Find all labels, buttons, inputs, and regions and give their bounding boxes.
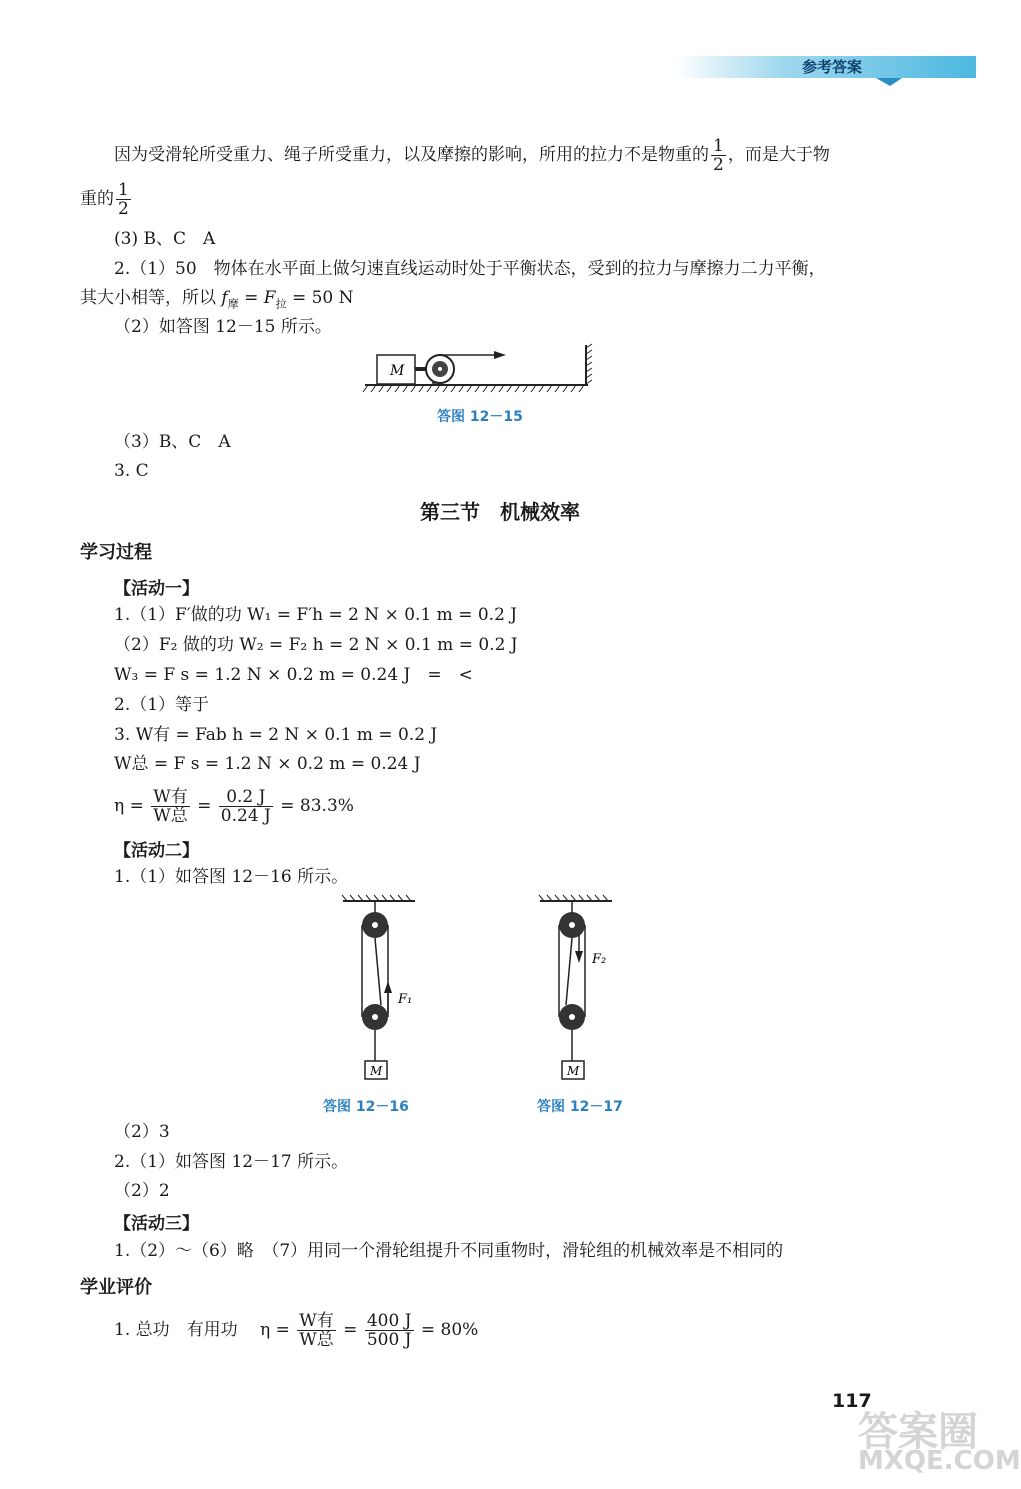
activity-heading: 【活动一】	[114, 579, 199, 599]
force-label-f2: F₂	[592, 952, 607, 967]
efficiency-formula: 1. 总功 有用功 η = $\frac{\text{W有}}{\text{W总}}$ = $\frac{400 J}{500 J}$ = 80%	[114, 1311, 479, 1350]
answer-line: 1.（1）如答图 12－16 所示。	[114, 867, 349, 887]
answer-line: W总 = F s = 1.2 N × 0.2 m = 0.24 J	[114, 754, 421, 774]
figure-caption: 答图 12－15	[437, 409, 523, 425]
watermark-logo: 答案圈	[858, 1409, 978, 1455]
answer-line: 2.（1）如答图 12－17 所示。	[114, 1152, 349, 1172]
block-label: M	[370, 1064, 383, 1078]
answer-line: 1.（1）F′做的功 W₁ = F′h = 2 N × 0.1 m = 0.2 J	[114, 605, 518, 625]
efficiency-formula: η = $\frac{\text{W有}}{\text{W总}}$ = $\frac{0.2 J}{0.24 J}$ = 83.3%	[114, 787, 354, 826]
block-label: M	[390, 363, 405, 379]
page-number: 117	[832, 1390, 872, 1412]
answer-line: 3. C	[114, 461, 149, 481]
force-label-f1: F₁	[398, 992, 413, 1007]
answer-line: 2.（1）等于	[114, 695, 210, 715]
figure-caption: 答图 12－16	[323, 1099, 409, 1115]
paragraph-line: 重的 $\frac{1}{2}$	[80, 180, 129, 219]
block-label: M	[567, 1064, 580, 1078]
heading-study: 学习过程	[80, 542, 152, 563]
figure-caption: 答图 12－17	[537, 1099, 623, 1115]
activity-heading: 【活动三】	[114, 1214, 199, 1234]
answer-line: （2）如答图 12－15 所示。	[114, 317, 332, 337]
activity-heading: 【活动二】	[114, 841, 199, 861]
answer-line: W₃ = F s = 1.2 N × 0.2 m = 0.24 J = <	[114, 665, 473, 685]
answer-line: (3) B、C A	[114, 229, 216, 249]
banner-label: 参考答案	[802, 58, 863, 76]
answer-line: 1.（2）～（6）略 （7）用同一个滑轮组提升不同重物时，滑轮组的机械效率是不相同的	[114, 1241, 784, 1261]
answer-line: （2）2	[114, 1181, 170, 1201]
figure-12-15	[360, 340, 600, 400]
fraction-half: $\frac{1}{2}$	[713, 136, 724, 175]
heading-eval: 学业评价	[80, 1277, 152, 1298]
figure-12-17	[532, 893, 632, 1088]
answer-line: （2）3	[114, 1122, 170, 1142]
answer-line: 3. W有 = Fab h = 2 N × 0.1 m = 0.2 J	[114, 725, 438, 745]
paragraph-line: 因为受滑轮所受重力、绳子所受重力，以及摩擦的影响，所用的拉力不是物重的 $\frac{1}{2}$ ，而是大于物	[114, 136, 830, 175]
watermark-url: MXQE.COM	[858, 1446, 1021, 1476]
section-title: 第三节 机械效率	[420, 500, 580, 524]
answer-line: 2.（1）50 物体在水平面上做匀速直线运动时处于平衡状态，受到的拉力与摩擦力二力平衡，	[114, 259, 826, 279]
figure-12-16	[335, 893, 435, 1088]
answer-line: （3）B、C A	[114, 432, 231, 452]
answer-line: （2）F₂ 做的功 W₂ = F₂ h = 2 N × 0.1 m = 0.2 J	[114, 635, 518, 655]
answer-line: 其大小相等，所以 $f_摩 = F_拉 = 50$ N	[80, 288, 354, 311]
